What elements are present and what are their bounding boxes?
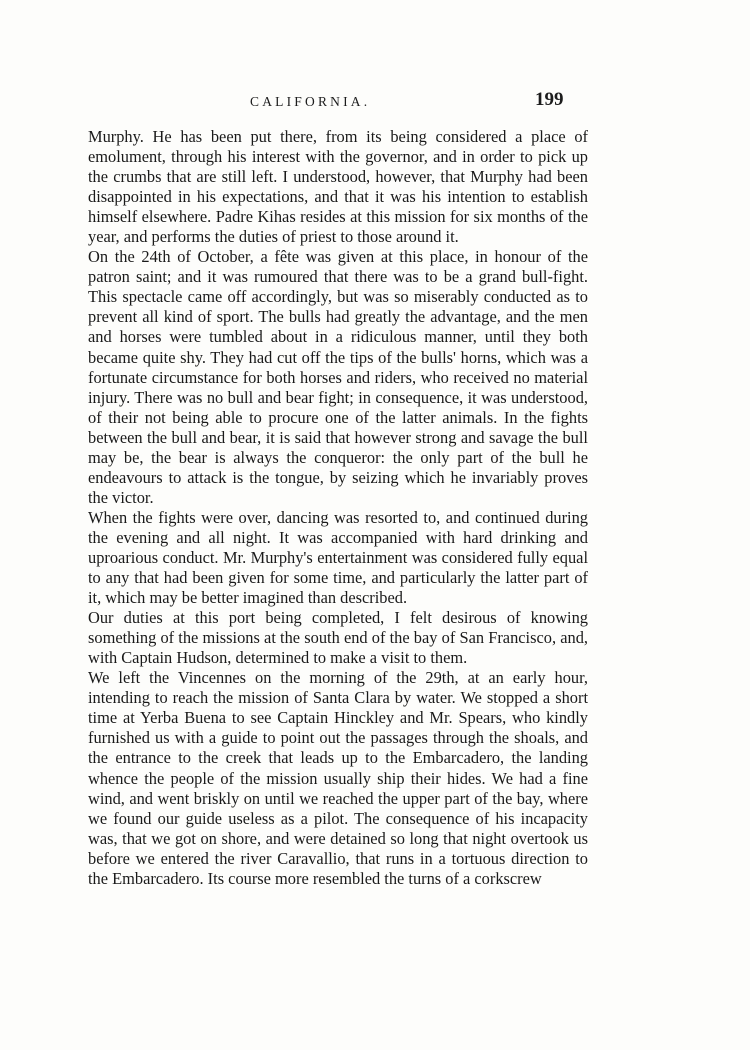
paragraph-3: When the fights were over, dancing was resorted to, and continued during the evening and all night. It was accompanied with hard drinking and uproarious conduct. Mr. Murphy's entertainment was considered fully equal to any that had been given for some time, and particularly the latter part of it, which may be better imagined than described. [88, 507, 588, 608]
running-title: CALIFORNIA. [250, 94, 371, 109]
paragraph-2: On the 24th of October, a fête was given at this place, in honour of the patron saint; and it was rumoured that there was to be a grand bull-fight. This spectacle came off accordingly, but was so miserably conducted as to prevent all kind of sport. The bulls had greatly the advantage, and the men and horses were tumbled about in a ridiculous manner, until they both became quite shy. They had cut off the tips of the bulls' horns, which was a fortunate circumstance for both horses and riders, who received no material injury. There was no bull and bear fight; in consequence, it was understood, of their not being able to procure one of the latter animals. In the fights between the bull and bear, it is said that however strong and savage the bull may be, the bear is always the conqueror: the only part of the bull he endeavours to attack is the tongue, by seizing which he invariably proves the victor. [88, 247, 588, 507]
paragraph-5: We left the Vincennes on the morning of the 29th, at an early hour, intending to reach the mission of Santa Clara by water. We stopped a short time at Yerba Buena to see Captain Hinckley and Mr. Spears, who kindly furnished us with a guide to point out the passages through the shoals, and the entrance to the creek that leads up to the Embarcadero, the landing whence the people of the mission usually ship their hides. We had a fine wind, and went briskly on until we reached the upper part of the bay, where we found our guide useless as a pilot. The consequence of his incapacity was, that we got on shore, and were detained so long that night overtook us before we entered the river Caravallio, that runs in a tortuous direction to the Embarcadero. Its course more resembled the turns of a corkscrew [88, 668, 588, 888]
body-text [88, 127, 588, 889]
paragraph-1: Murphy. He has been put there, from its being considered a place of emolument, through his interest with the governor, and in order to pick up the crumbs that are still left. I understood, however, that Murphy had been disappointed in his expectations, and that it was his intention to establish himself elsewhere. Padre Kihas resides at this mission for six months of the year, and performs the duties of priest to those around it. [88, 127, 588, 247]
paragraph-4: Our duties at this port being completed, I felt desirous of knowing something of the missions at the south end of the bay of San Francisco, and, with Captain Hudson, determined to make a visit to them. [88, 608, 588, 668]
page-number: 199 [535, 89, 564, 110]
